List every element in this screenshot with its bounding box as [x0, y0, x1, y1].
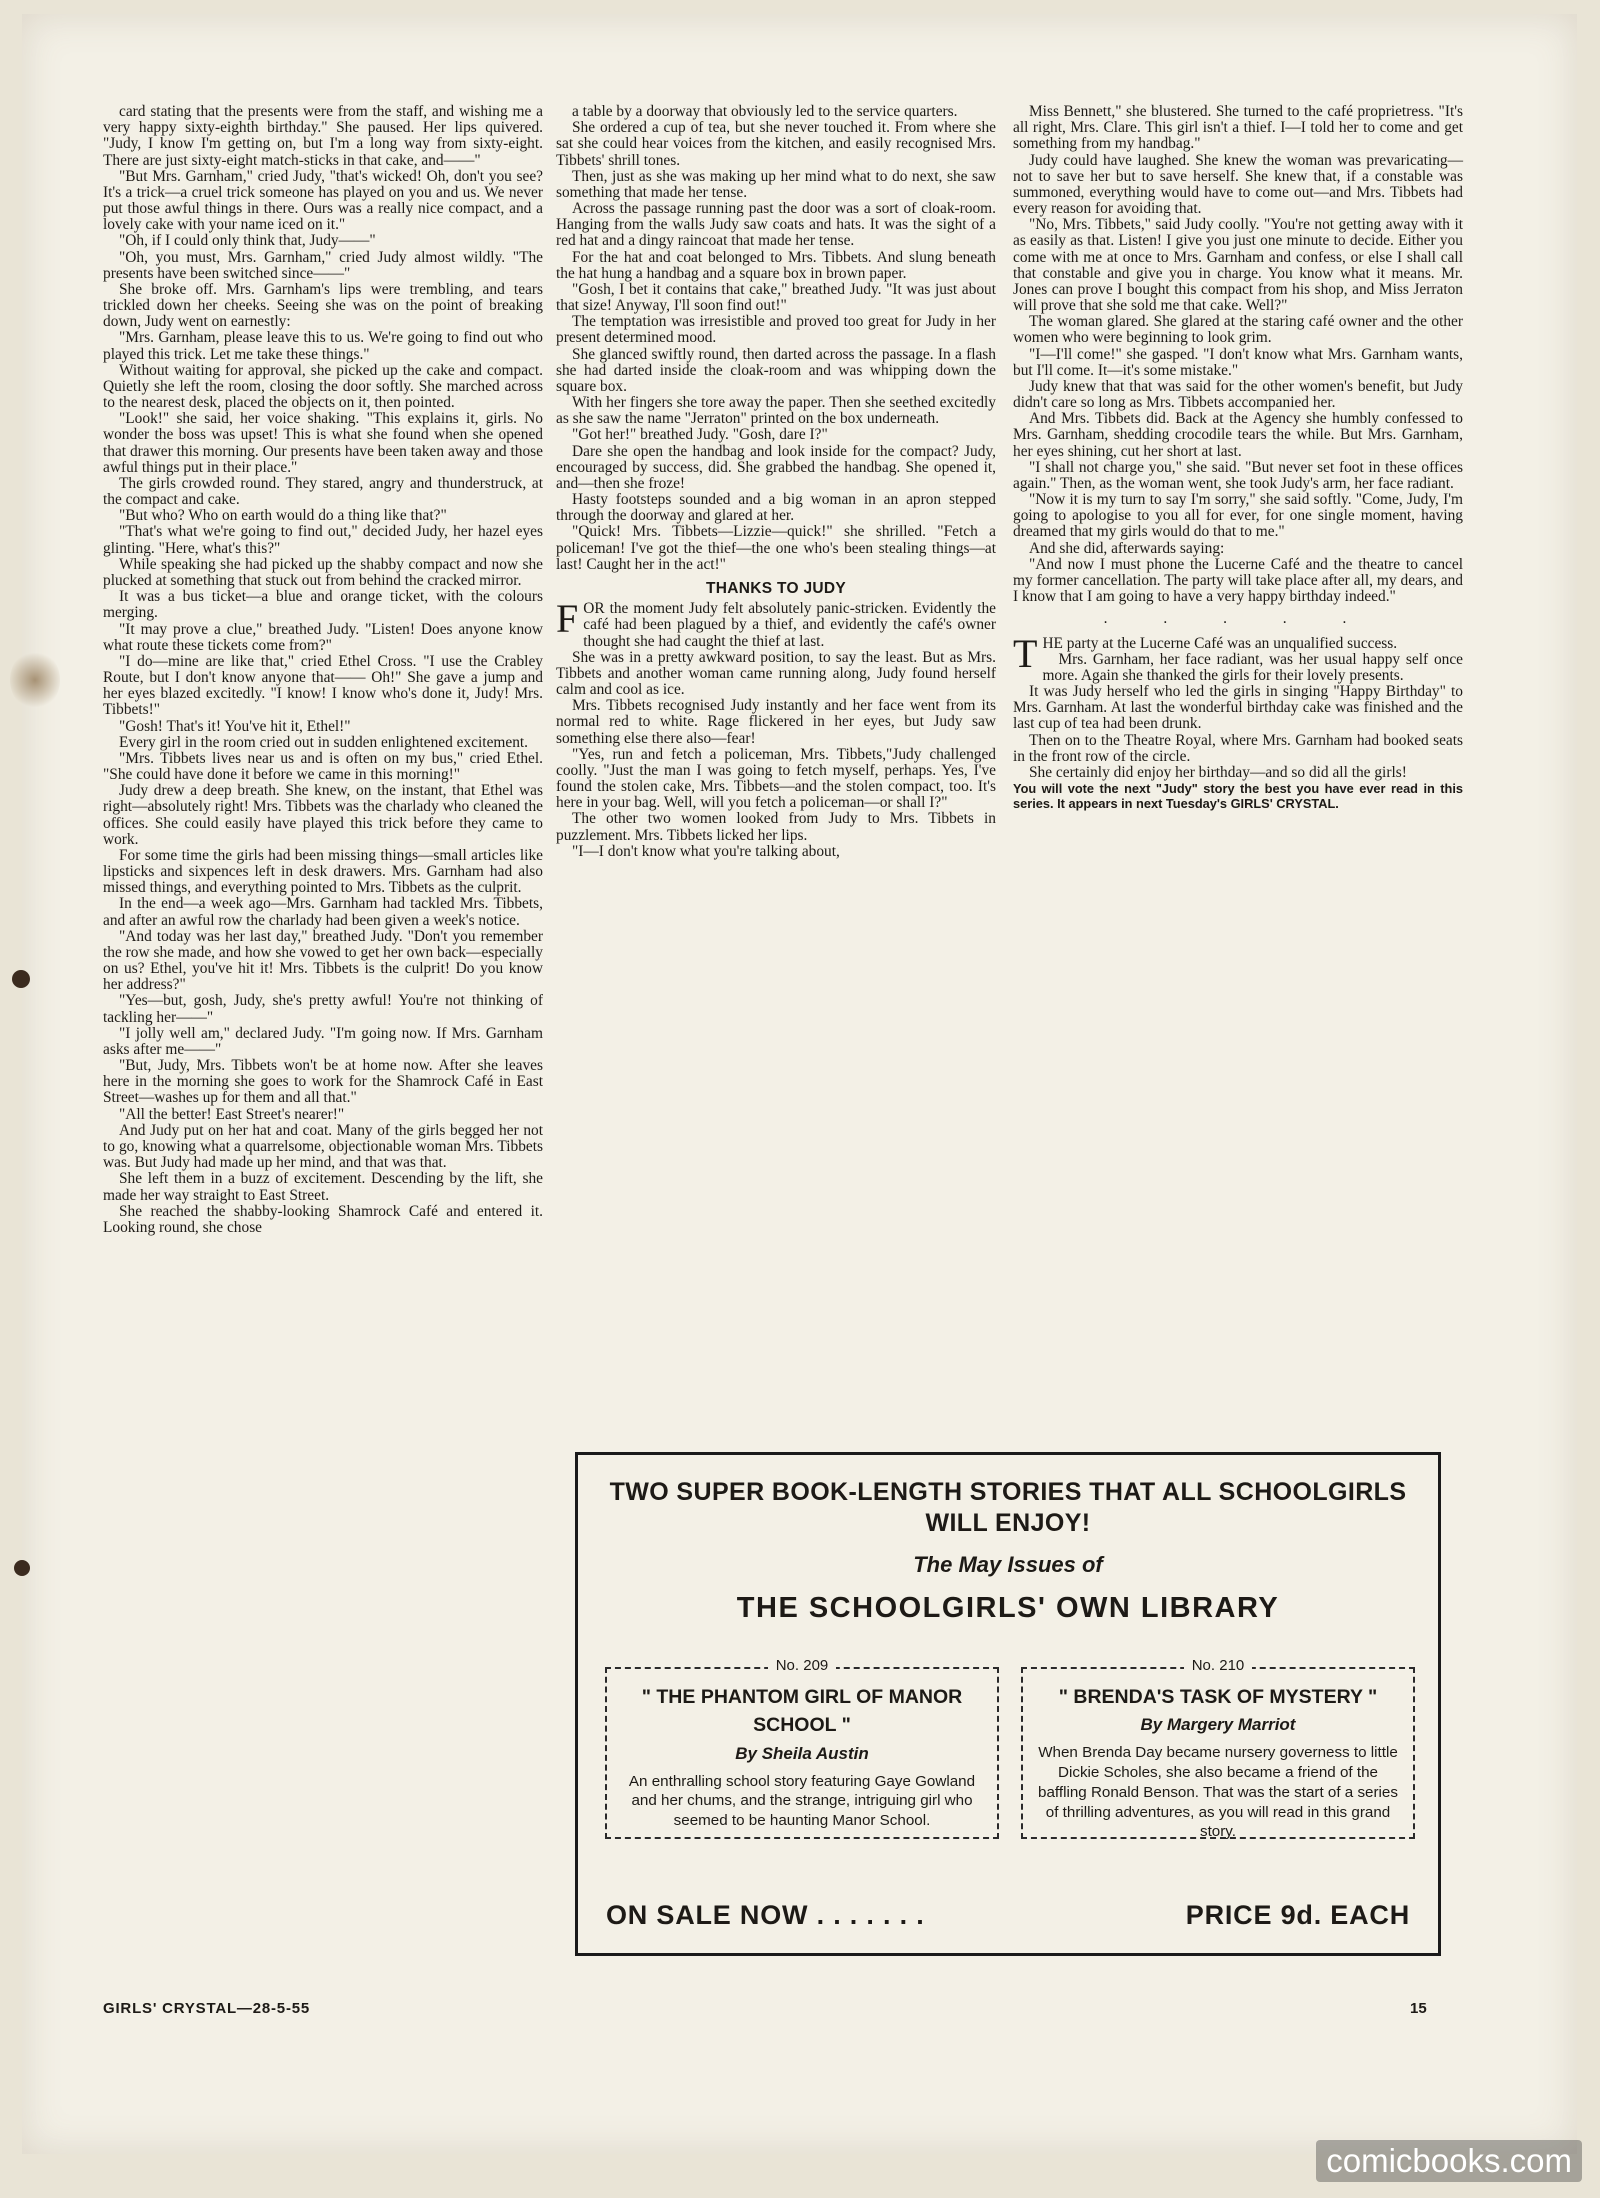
- story-paragraph: "Yes, run and fetch a policeman, Mrs. Tibbets,"Judy challenged coolly. "Just the man I was going to fetch myself, perhaps. Yes, I've found the stolen cake, Mrs. Tibbets—and the stolen compact, too. It's here in your bag. Well, will you fetch a policeman—or shall I?": [556, 745, 996, 812]
- story-paragraph: Judy drew a deep breath. She knew, on the instant, that Ethel was right—absolutely right! Mrs. Tibbets was the charlady who cleaned the offices. She could easily have played this trick before they came to work.: [103, 782, 543, 848]
- story-column-2: [556, 104, 996, 860]
- story-paragraph: "And now I must phone the Lucerne Café and the theatre to cancel my former cancellation. The party will take place after all, my dears, and I know that I am going to have a very happy birthday indeed.": [1013, 555, 1463, 606]
- story-paragraph: She left them in a buzz of excitement. Descending by the lift, she made her way straight to East Street.: [103, 1170, 543, 1204]
- story-paragraph: card stating that the presents were from the staff, and wishing me a very happy sixty-eighth birthday." She paused. Her lips quivered. "Judy, I know I'm getting on, but I'm a long way from sixty-eight. There are just sixty-eight match-sticks in that cake, and——": [103, 103, 543, 169]
- story-paragraph: "I—I'll come!" she gasped. "I don't know what Mrs. Garnham wants, but I'll come. It—it's some mistake.": [1013, 345, 1463, 379]
- story-paragraph: "But who? Who on earth would do a thing like that?": [119, 507, 447, 525]
- story-paragraph: She broke off. Mrs. Garnham's lips were trembling, and tears trickled down her cheeks. Seeing she was on the point of breaking down, Judy went on earnestly:: [103, 280, 543, 331]
- story-paragraph: "Oh, if I could only think that, Judy——": [119, 232, 376, 250]
- drop-cap: F: [556, 596, 579, 642]
- book-box-209: [605, 1657, 999, 1839]
- section-break-dots: . . . . .: [1103, 610, 1373, 628]
- story-paragraph: "Mrs. Tibbets lives near us and is often on my bus," cried Ethel. "She could have done it before we came in this morning!": [103, 749, 543, 784]
- story-paragraph: She certainly did enjoy her birthday—and so did all the girls!: [1029, 763, 1407, 781]
- story-paragraph: The girls crowded round. They stared, angry and thunderstruck, at the compact and cake.: [103, 474, 543, 509]
- story-paragraph: "It may prove a clue," breathed Judy. "Listen! Does anyone know what route these tickets come from?": [103, 620, 543, 654]
- ad-subheadline: The May Issues of: [913, 1551, 1103, 1577]
- staple-hole: [14, 1560, 30, 1576]
- book-author: By Sheila Austin: [735, 1743, 869, 1763]
- story-paragraph: "But Mrs. Garnham," cried Judy, "that's wicked! Oh, don't you see? It's a trick—a cruel trick someone has played on you and us. We never put those awful things in there. Ours was a really nice compact, and a lovely cake with your name iced on it.": [103, 167, 543, 234]
- story-paragraph: Across the passage running past the door was a sort of cloak-room. Hanging from the walls Judy saw coats and hats. It was the sight of a red hat and a dingy raincoat that made her tense.: [556, 200, 996, 250]
- story-paragraph: "No, Mrs. Tibbets," said Judy coolly. "You're not getting away with it as easily as that. Listen! I give you just one minute to decide. Either you come with me at once to Mrs. Garnham and confess, or else I shall call that constable and give you in charge. You know what it means. Mr. Jones can prove I bought this compact from his shop, and Miss Jerraton will prove that she sold me that cake. Well?": [1013, 216, 1463, 315]
- story-paragraph: Every girl in the room cried out in sudden enlightened excitement.: [119, 733, 529, 751]
- story-paragraph: She ordered a cup of tea, but she never touched it. From where she sat she could hear voices from the kitchen, and easily recognised Mrs. Tibbets' shrill tones.: [556, 119, 996, 169]
- story-paragraph: It was a bus ticket—a blue and orange ticket, with the colours merging.: [103, 588, 543, 622]
- story-column-3: [1013, 104, 1463, 812]
- story-paragraph: And Mrs. Tibbets did. Back at the Agency she humbly confessed to Mrs. Garnham, shedding crocodile tears the while. But Mrs. Garnham, her eyes shining, cut her short at last.: [1013, 410, 1463, 460]
- story-paragraph: While speaking she had picked up the shabby compact and now she plucked at something that stuck out from behind the cracked mirror.: [103, 555, 543, 589]
- book-box-210: [1021, 1657, 1415, 1841]
- section-heading: THANKS TO JUDY: [706, 579, 846, 597]
- story-paragraph: "Got her!" breathed Judy. "Gosh, dare I?": [572, 426, 828, 444]
- story-column-1: [103, 104, 543, 1236]
- price-text: PRICE 9d. EACH: [1185, 1900, 1410, 1930]
- story-paragraph: [556, 596, 996, 650]
- story-paragraph: a table by a doorway that obviously led to the service quarters.: [572, 103, 958, 120]
- ad-headline: TWO SUPER BOOK-LENGTH STORIES THAT ALL SCHOOLGIRLS WILL ENJOY!: [609, 1478, 1407, 1538]
- story-paragraph: The woman glared. She glared at the staring café owner and the other women who were beginning to look grim.: [1013, 313, 1463, 347]
- story-paragraph: "I shall not charge you," she said. "But never set foot in these offices again." Then, as the woman went, she took Judy's arm, her face radiant.: [1013, 458, 1463, 492]
- story-paragraph: With her fingers she tore away the paper. Then she seethed excitedly as she saw the name "Jerraton" printed on the box underneath.: [556, 394, 996, 428]
- book-number: No. 210: [1184, 1657, 1253, 1674]
- on-sale-text: ON SALE NOW . . . . . . .: [606, 1900, 925, 1930]
- story-paragraph: "I do—mine are like that," cried Ethel Cross. "I use the Crabley Route, but I don't know anyone that—— Oh!" She gave a jump and her eyes blazed excitedly. "I know! I know who's done it, Judy! Mrs. Tibbets!": [103, 652, 543, 719]
- story-paragraph: "Now it is my turn to say I'm sorry," she said softly. "Come, Judy, I'm going to apologise to you all for ever, for one single moment, having dreamed that my girls would do that to me.": [1013, 491, 1463, 541]
- drop-cap: T: [1013, 630, 1038, 676]
- story-paragraph: "I jolly well am," declared Judy. "I'm going now. If Mrs. Garnham asks after me——": [103, 1024, 543, 1058]
- story-paragraph: And she did, afterwards saying:: [1029, 539, 1225, 557]
- book-title: " THE PHANTOM GIRL OF MANOR SCHOOL ": [641, 1686, 963, 1737]
- story-paragraph: "That's what we're going to find out," decided Judy, her hazel eyes glinting. "Here, what's this?": [103, 523, 543, 557]
- story-paragraph: The other two women looked from Judy to Mrs. Tibbets in puzzlement. Mrs. Tibbets licked her lips.: [556, 810, 996, 844]
- story-paragraph: "All the better! East Street's nearer!": [119, 1105, 345, 1123]
- story-paragraph: "And today was her last day," breathed Judy. "Don't you remember the row she made, and how she vowed to get her own back—especially on us? Ethel, you've hit it! Mrs. Tibbets is the culprit! Do you know her address?": [103, 927, 543, 994]
- paragraph-text: OR the moment Judy felt absolutely panic-stricken. Evidently the café had been plagued by a thief, and evidently the café's owner thought she had caught the thief at last.: [583, 600, 996, 650]
- story-paragraph: Miss Bennett," she blustered. She turned to the café proprietress. "It's all right, Mrs. Clare. This girl isn't a thief. I—I told her to come and get something from my handbag.": [1013, 103, 1463, 153]
- story-paragraph: The temptation was irresistible and proved too great for Judy in her present determined mood.: [556, 313, 996, 347]
- story-paragraph: She was in a pretty awkward position, to say the least. But as Mrs. Tibbets and another woman came running along, Judy found herself calm and cool as ice.: [556, 648, 996, 699]
- ad-library-name: THE SCHOOLGIRLS' OWN LIBRARY: [736, 1591, 1280, 1624]
- book-description: When Brenda Day became nursery governess to little Dickie Scholes, she also became a friend of the baffling Ronald Benson. That was the start of a series of thrilling adventures, as you will read in this grand story.: [1038, 1744, 1398, 1841]
- story-paragraph: Hasty footsteps sounded and a big woman in an apron stepped through the doorway and glared at her.: [556, 491, 996, 525]
- story-paragraph: Judy could have laughed. She knew the woman was prevaricating—not to save her but to save herself. She knew that, if a constable was summoned, everything would have to come out—and Mrs. Tibbets had every reason for avoiding that.: [1013, 151, 1463, 218]
- book-author: By Margery Marriot: [1140, 1715, 1296, 1735]
- paragraph-text: HE party at the Lucerne Café was an unqualified success.: [1042, 634, 1398, 652]
- story-paragraph: "Yes—but, gosh, Judy, she's pretty awful! You're not thinking of tackling her——": [103, 992, 543, 1026]
- story-paragraph: "Look!" she said, her voice shaking. "This explains it, girls. No wonder the boss was upset! This is what she found when she opened that drawer this morning. Our presents have been taken away and those awful things put in their place.": [103, 410, 543, 476]
- library-advertisement: [575, 1452, 1441, 1956]
- story-paragraph: "Quick! Mrs. Tibbets—Lizzie—quick!" she shrilled. "Fetch a policeman! I've got the thief—the one who's been stealing things—at last! Caught her in the act!": [556, 523, 996, 573]
- story-paragraph: In the end—a week ago—Mrs. Garnham had tackled Mrs. Tibbets, and after an awful row the charlady had been given a week's notice.: [103, 895, 543, 929]
- next-story-promo: You will vote the next "Judy" story the best you have ever read in this series. It appears in next Tuesday's GIRLS' CRYSTAL.: [1013, 781, 1463, 812]
- story-paragraph: Then, just as she was making up her mind what to do next, she saw something that made her tense.: [556, 167, 996, 201]
- story-paragraph: "Oh, you must, Mrs. Garnham," cried Judy almost wildly. "The presents have been switched since——": [103, 248, 543, 282]
- story-paragraph: Mrs. Garnham, her face radiant, was her usual happy self once more. Again she thanked the girls for their lovely presents.: [1042, 650, 1463, 684]
- staple-hole: [12, 970, 30, 988]
- story-paragraph: She reached the shabby-looking Shamrock Café and entered it. Looking round, she chose: [103, 1202, 543, 1236]
- story-paragraph: It was Judy herself who led the girls in singing "Happy Birthday" to Mrs. Garnham. At last the wonderful birthday cake was finished and the last cup of tea had been drunk.: [1013, 683, 1463, 733]
- story-paragraph: Judy knew that that was said for the other women's benefit, but Judy didn't care so long as Mrs. Tibbets accompanied her.: [1013, 377, 1463, 412]
- story-paragraph: "But, Judy, Mrs. Tibbets won't be at home now. After she leaves here in the morning she goes to work for the Shamrock Café in East Street—washes up for them and all that.": [103, 1057, 543, 1107]
- story-paragraph: "I—I don't know what you're talking about,: [572, 842, 840, 860]
- story-paragraph: For the hat and coat belonged to Mrs. Tibbets. And slung beneath the hat hung a handbag and a square box in brown paper.: [556, 248, 996, 282]
- story-paragraph: And Judy put on her hat and coat. Many of the girls begged her not to go, knowing what a quarrelsome, objectionable woman Mrs. Tibbets was. But Judy had made up her mind, and that was that.: [103, 1121, 543, 1172]
- story-paragraph: Mrs. Tibbets recognised Judy instantly and her face went from its normal red to white. Rage flickered in her eyes, but Judy saw something else there also—fear!: [556, 697, 996, 747]
- story-paragraph: Without waiting for approval, she picked up the cake and compact. Quietly she left the room, closing the door softly. She marched across to the nearest desk, placed the objects on it, then pointed.: [103, 361, 543, 412]
- story-paragraph: "Mrs. Garnham, please leave this to us. We're going to find out who played this trick. Let me take these things.": [103, 329, 543, 363]
- issue-footer: GIRLS' CRYSTAL—28-5-55: [103, 2000, 311, 2017]
- story-paragraph: "Gosh, I bet it contains that cake," breathed Judy. "It was just about that size! Anyway, I'll soon find out!": [556, 280, 996, 315]
- book-number: No. 209: [768, 1657, 837, 1674]
- age-stain: [10, 650, 60, 710]
- book-title: " BRENDA'S TASK OF MYSTERY ": [1058, 1686, 1378, 1708]
- story-paragraph: "Gosh! That's it! You've hit it, Ethel!": [119, 717, 351, 735]
- watermark: comicbooks.com: [1316, 2140, 1582, 2182]
- story-paragraph: She glanced swiftly round, then darted across the passage. In a flash she had darted inside the cloak-room and was whipping down the square box.: [556, 345, 996, 395]
- book-description: An enthralling school story featuring Gaye Gowland and her chums, and the strange, intriguing girl who seemed to be haunting Manor School.: [628, 1772, 976, 1830]
- story-paragraph: Then on to the Theatre Royal, where Mrs. Garnham had booked seats in the front row of the circle.: [1013, 731, 1463, 765]
- page-number: 15: [1410, 2000, 1427, 2017]
- story-paragraph: Dare she open the handbag and look inside for the compact? Judy, encouraged by success, did. She grabbed the handbag. She opened it, and—then she froze!: [556, 442, 996, 492]
- story-paragraph: For some time the girls had been missing things—small articles like lipsticks and sixpences left in desk drawers. Mrs. Garnham had also missed things, and everything pointed to Mrs. Tibbets as the culprit.: [103, 846, 543, 897]
